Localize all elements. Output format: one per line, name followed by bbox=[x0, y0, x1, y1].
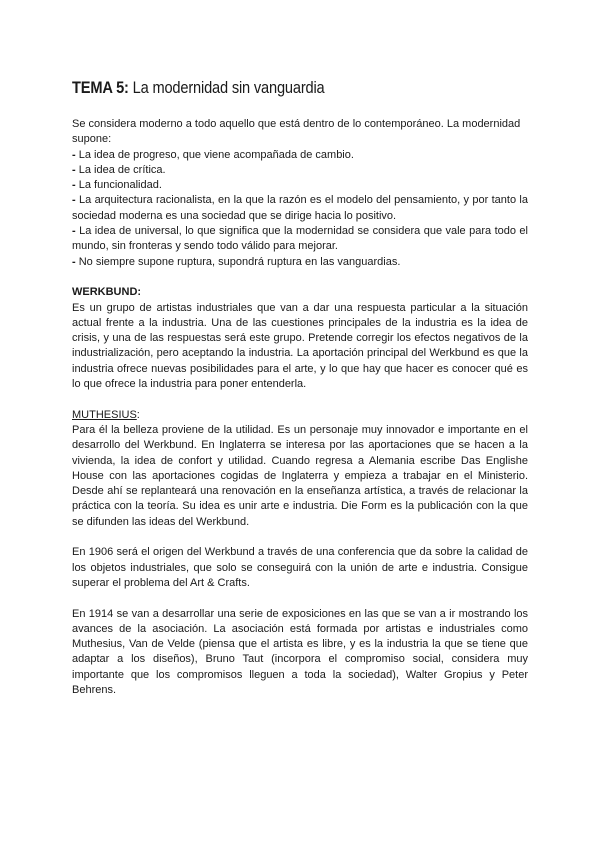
title-subtitle: La modernidad sin vanguardia bbox=[132, 78, 325, 97]
document-body bbox=[72, 117, 528, 698]
werkbund-paragraph: Es un grupo de artistas industriales que van a dar una respuesta particular a la situación actual frente a la industria. Una de las cuestiones principales de la industria es la idea de crisis, y una de las respuestas será este grupo. Pretende corregir los efectos negativos de la industrialización, pero aceptando la industria. La aportación principal del Werkbund es que la industria ofrece nuevas posibilidades para el arte, y lo que hay que hacer es conocer qué es lo que ofrece la industria para poner entenderla. bbox=[72, 301, 528, 391]
bullet-dash: - bbox=[72, 148, 79, 161]
paragraph-1906: En 1906 será el origen del Werkbund a través de una conferencia que da sobre la calidad de los objetos industriales, que solo se conseguirá con la unión de arte e industria. Consigue superar el problema del Art & Crafts. bbox=[72, 546, 528, 589]
bullet-dash: - bbox=[72, 225, 80, 238]
list-item: - La idea de universal, lo que significa que la modernidad se considera que vale para todo el mundo, sin fronteras y sendo todo válido para mejorar. bbox=[72, 225, 528, 253]
list-item: - La funcionalidad. bbox=[72, 179, 162, 192]
paragraph-1914: En 1914 se van a desarrollar una serie de exposiciones en las que se van a ir mostrando los avances de la asociación. La asociación está formada por artistas e industriales como Muthesius, Van de Velde (piensa que el artista es libre, y es la industria la que se tiene que adaptar a los diseños), Bruno Taut (incorpora el compromiso social, considera muy importante que los compromisos lleguen a toda la sociedad), Walter Gropius y Peter Behrens. bbox=[72, 607, 528, 696]
muthesius-heading: MUTHESIUS: bbox=[72, 408, 140, 421]
title-number: TEMA 5: bbox=[72, 78, 129, 97]
list-item: - La idea de progreso, que viene acompañada de cambio. bbox=[72, 148, 354, 161]
bullet-dash: - bbox=[72, 255, 79, 268]
list-item: - No siempre supone ruptura, supondrá ruptura en las vanguardias. bbox=[72, 255, 401, 268]
bullet-dash: - bbox=[72, 179, 79, 192]
bullet-dash: - bbox=[72, 163, 79, 176]
page-title bbox=[72, 78, 325, 98]
muthesius-paragraph: Para él la belleza proviene de la utilidad. Es un personaje muy innovador e importante en el desarrollo del Werkbund. En Inglaterra se interesa por las aportaciones que se hacen a la vivienda, la idea de confort y utilidad. Cuando regresa a Alemania escribe Das Englishe House con las aportaciones cogidas de Inglaterra y empieza a trabajar en el Ministerio. Desde ahí se replanteará una renovación en la enseñanza artística, a través de relacionar la práctica con la teoría. Su idea es unir arte e industria. Die Form es la publicación con la que se difunden las ideas del Werkbund. bbox=[72, 423, 528, 528]
intro-lead: Se considera moderno a todo aquello que está dentro de lo contemporáneo. La modernidad supone: bbox=[72, 118, 521, 146]
werkbund-heading: WERKBUND: bbox=[72, 286, 142, 299]
list-item: - La idea de crítica. bbox=[72, 163, 166, 176]
list-item: - La arquitectura racionalista, en la que la razón es el modelo del pensamiento, y por tanto la sociedad moderna es una sociedad que se dirige hacia lo positivo. bbox=[72, 194, 528, 222]
bullet-dash: - bbox=[72, 194, 79, 207]
